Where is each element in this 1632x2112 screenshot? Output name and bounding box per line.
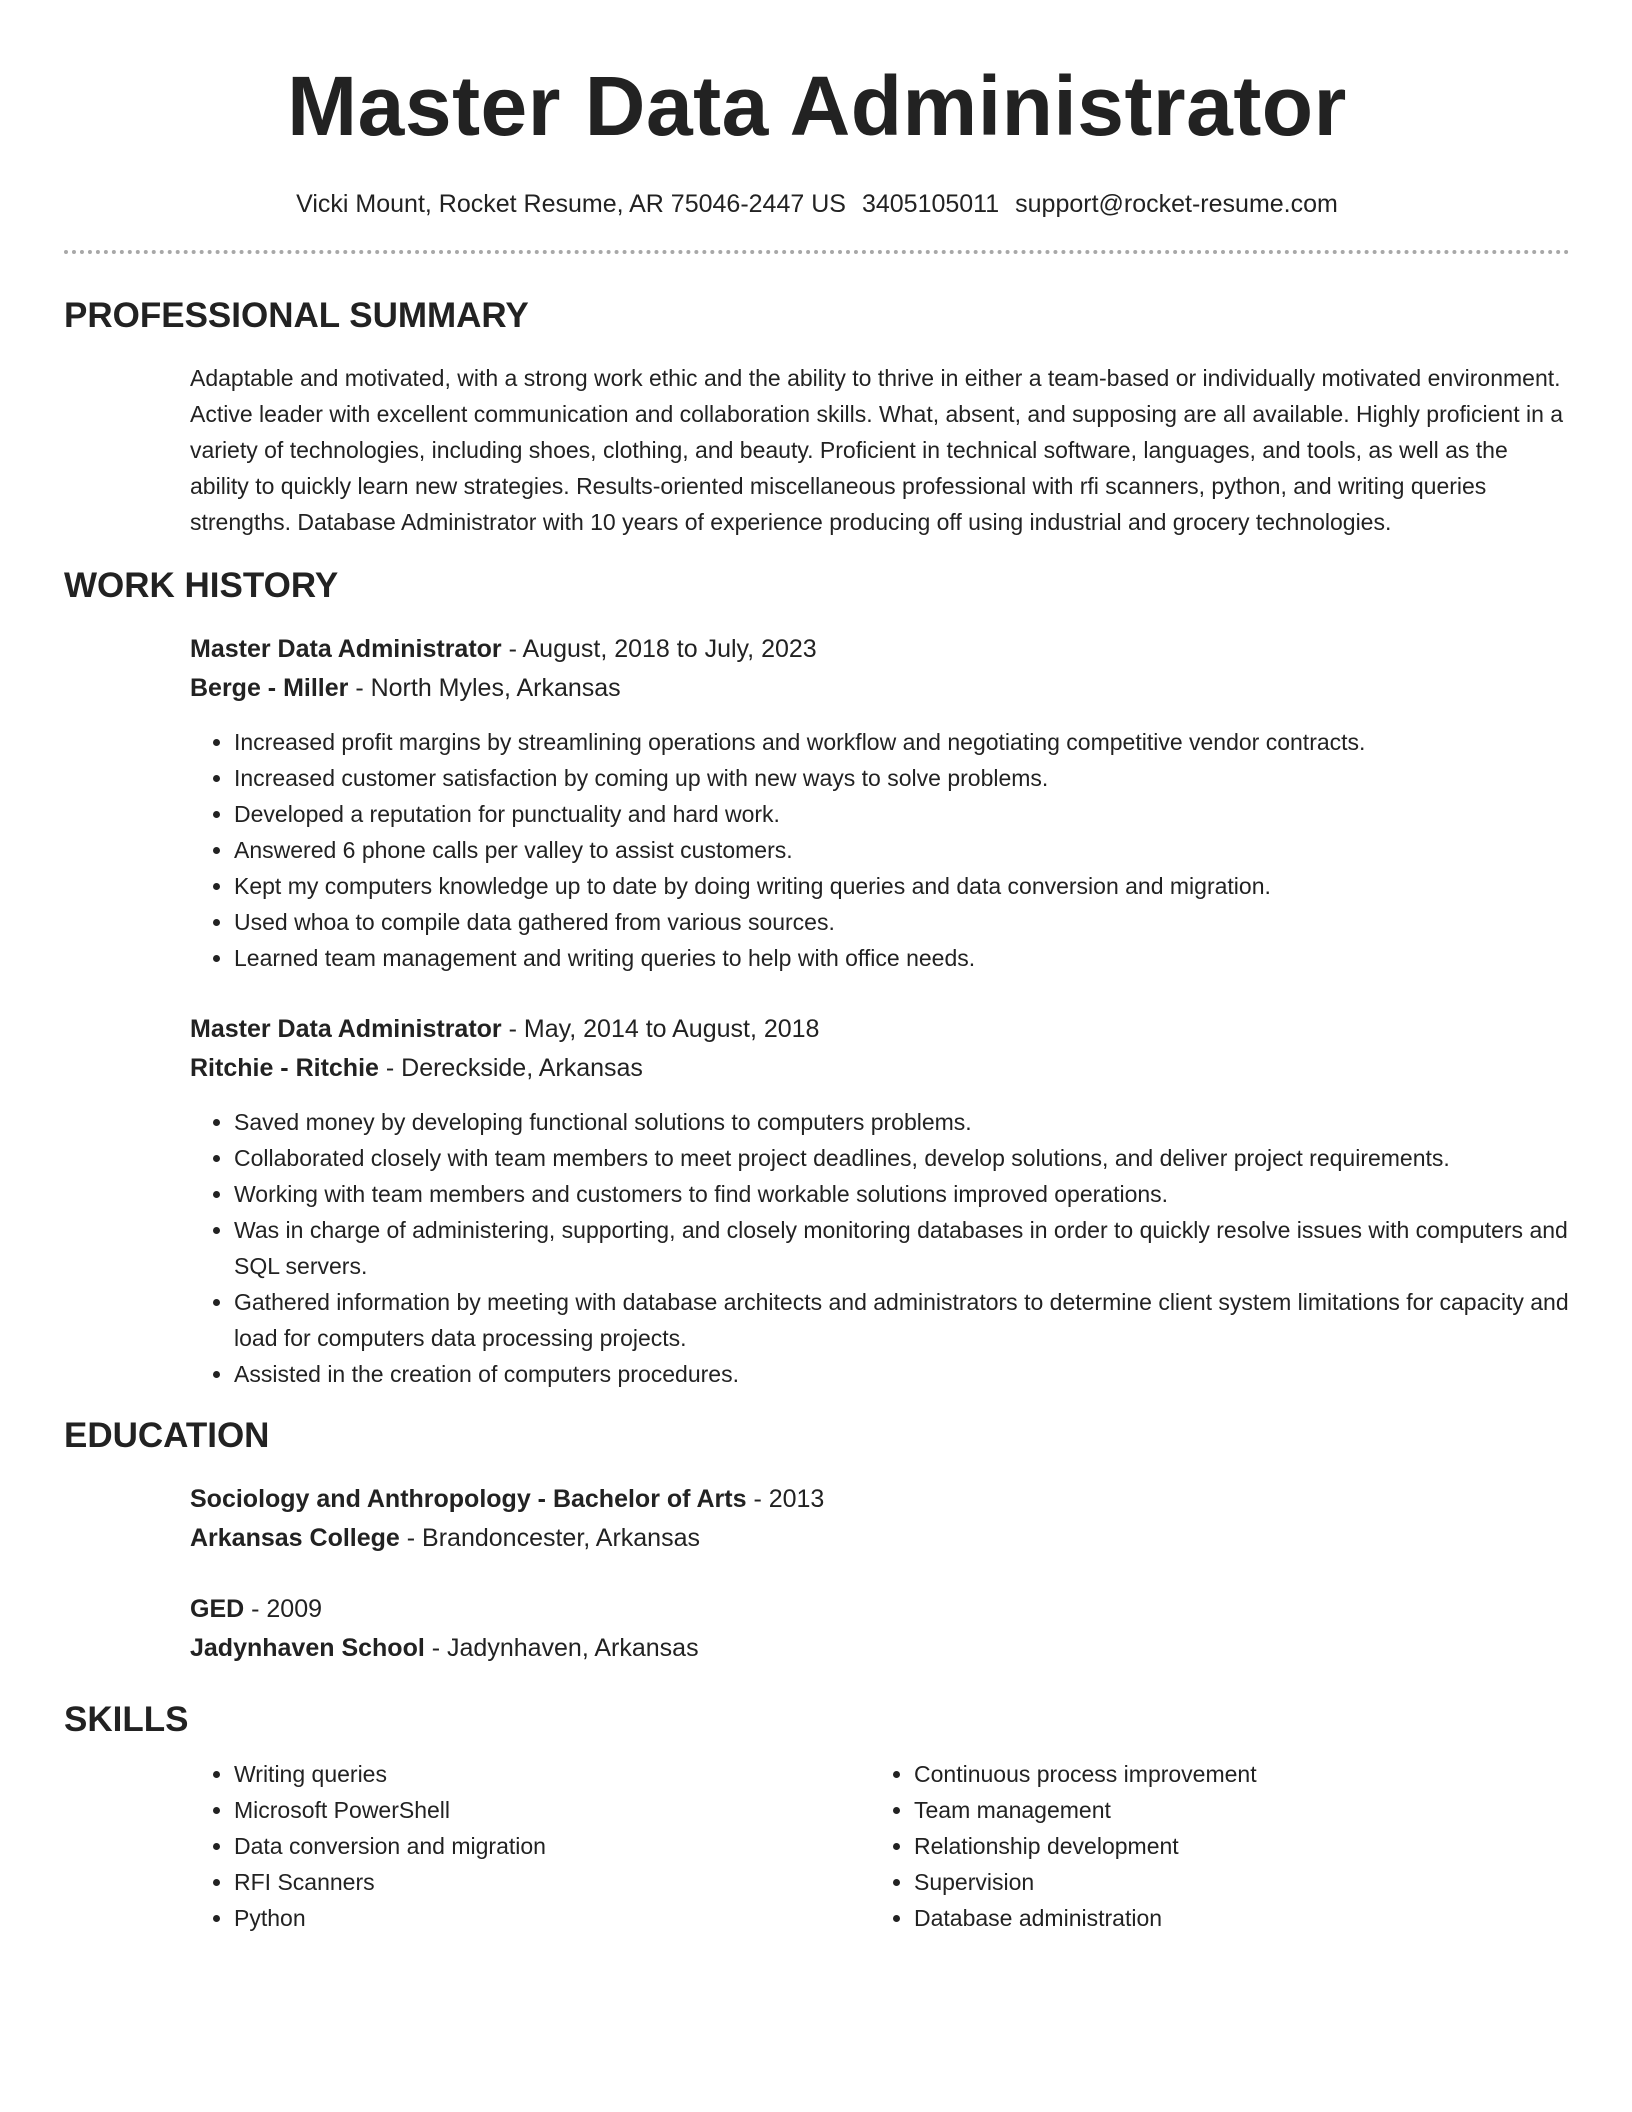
school-line [190,1629,1570,1668]
skills-heading: SKILLS [64,1700,189,1739]
contact-phone: 3405105011 [861,190,1000,218]
job-company-line [190,1049,1570,1088]
skill-item: • Data conversion and migration [234,1828,870,1864]
job-company: Ritchie - Ritchie [190,1054,379,1082]
school-location: - Jadynhaven, Arkansas [424,1634,699,1662]
skill-item: • Supervision [914,1864,1550,1900]
list-item: • Developed a reputation for punctuality and hard work. [234,796,1570,832]
degree: Sociology and Anthropology - Bachelor of Arts [190,1485,747,1513]
resume-title: Master Data Administrator [287,59,1347,153]
list-item: • Used whoa to compile data gathered from various sources. [234,904,1570,940]
degree-line [190,1480,1570,1519]
list-item: • Increased customer satisfaction by coming up with new ways to solve problems. [234,760,1570,796]
skill-item: • Microsoft PowerShell [234,1792,870,1828]
skills-section [190,1756,1570,1936]
contact-address: Vicki Mount, Rocket Resume, AR 75046-2447 US [296,190,846,218]
job-entry [190,1010,1570,1392]
education-heading: EDUCATION [64,1416,270,1455]
school: Jadynhaven School [190,1634,425,1662]
job-title: Master Data Administrator [190,1015,502,1043]
job-company-line [190,669,1570,708]
job-bullets [190,724,1570,976]
list-item: • Collaborated closely with team members to meet project deadlines, develop solutions, and deliver project requirements. [234,1140,1570,1176]
summary-text: Adaptable and motivated, with a strong work ethic and the ability to thrive in either a team-based or individually motivated environment. Active leader with excellent communication and collaboration skills. What, absent, and supposing are all available. Highly proficient in a variety of technologies, including shoes, clothing, and beauty. Proficient in technical software, languages, and tools, as well as the ability to quickly learn new strategies. Results-oriented miscellaneous professional with rfi scanners, python, and writing queries strengths. Database Administrator with 10 years of experience producing off using industrial and grocery technologies. [190,365,1564,535]
summary-heading: PROFESSIONAL SUMMARY [64,296,529,335]
list-item: • Answered 6 phone calls per valley to assist customers. [234,832,1570,868]
list-item: • Gathered information by meeting with database architects and administrators to determine client system limitations for capacity and load for computers data processing projects. [234,1284,1570,1356]
degree-year: - 2009 [244,1595,323,1623]
list-item: • Working with team members and customers to find workable solutions improved operations. [234,1176,1570,1212]
education-entry [190,1590,1570,1668]
job-title: Master Data Administrator [190,635,502,663]
education-section [190,1480,1570,1668]
skill-item: • Python [234,1900,870,1936]
school-line [190,1519,1570,1558]
skills-list-left [190,1756,870,1936]
job-title-line [190,630,1570,669]
job-bullets [190,1104,1570,1392]
job-company: Berge - Miller [190,674,349,702]
skill-item: • Database administration [914,1900,1550,1936]
degree: GED [190,1595,245,1623]
degree-year: - 2013 [746,1485,825,1513]
work-history-section [190,630,1570,1392]
work-history-heading: WORK HISTORY [64,566,339,605]
job-location: - Dereckside, Arkansas [378,1054,643,1082]
summary-section [190,360,1570,540]
list-item: • Increased profit margins by streamlining operations and workflow and negotiating competitive vendor contracts. [234,724,1570,760]
list-item: • Assisted in the creation of computers procedures. [234,1356,1570,1392]
job-dates: - August, 2018 to July, 2023 [501,635,817,663]
skill-item: • Continuous process improvement [914,1756,1550,1792]
list-item: • Saved money by developing functional solutions to computers problems. [234,1104,1570,1140]
job-entry [190,630,1570,976]
skills-columns [190,1756,1570,1936]
header-divider [64,250,1570,254]
skill-item: • Team management [914,1792,1550,1828]
resume-page [64,0,1570,1936]
skill-item: • Relationship development [914,1828,1550,1864]
skills-list-right [870,1756,1550,1936]
degree-line [190,1590,1570,1629]
list-item: • Kept my computers knowledge up to date by doing writing queries and data conversion and migration. [234,868,1570,904]
list-item: • Was in charge of administering, supporting, and closely monitoring databases in order to quickly resolve issues with computers and SQL servers. [234,1212,1570,1284]
job-location: - North Myles, Arkansas [348,674,621,702]
skill-item: • RFI Scanners [234,1864,870,1900]
school: Arkansas College [190,1524,400,1552]
contact-line [64,188,1570,220]
contact-email[interactable]: support@rocket-resume.com [1015,190,1338,218]
school-location: - Brandoncester, Arkansas [399,1524,700,1552]
skill-item: • Writing queries [234,1756,870,1792]
job-dates: - May, 2014 to August, 2018 [501,1015,820,1043]
job-title-line [190,1010,1570,1049]
list-item: • Learned team management and writing queries to help with office needs. [234,940,1570,976]
education-entry [190,1480,1570,1558]
